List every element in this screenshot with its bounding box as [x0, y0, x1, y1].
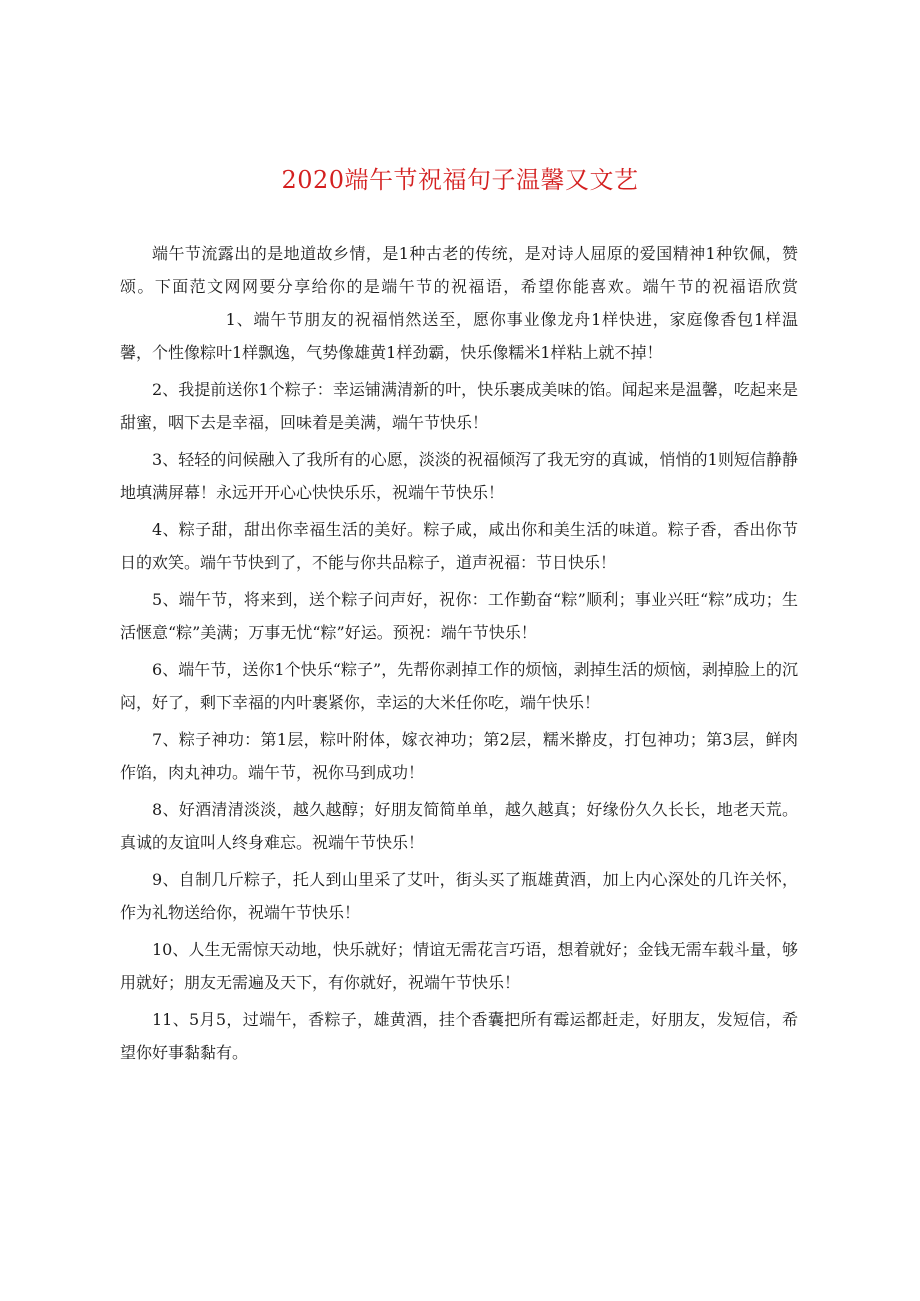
paragraph-7: 7、粽子神功：第1层，粽叶附体，嫁衣神功；第2层，糯米擀皮，打包神功；第3层，鲜肉作馅，肉丸神功。端午节，祝你马到成功！	[120, 730, 798, 782]
paragraph-5: 5、端午节，将来到，送个粽子问声好，祝你：工作勤奋“粽”顺利；事业兴旺“粽”成功；生活惬意“粽”美满；万事无忧“粽”好运。预祝：端午节快乐！	[120, 590, 798, 642]
paragraph-11: 11、5月5，过端午，香粽子，雄黄酒，挂个香囊把所有霉运都赶走，好朋友，发短信，希望你好事黏黏有。	[120, 1010, 798, 1062]
paragraph-9: 9、自制几斤粽子，托人到山里采了艾叶，街头买了瓶雄黄酒，加上内心深处的几许关怀，作为礼物送给你，祝端午节快乐！	[120, 870, 798, 922]
paragraph-3: 3、轻轻的问候融入了我所有的心愿，淡淡的祝福倾泻了我无穷的真诚，悄悄的1则短信静静地填满屏幕！永远开开心心快快乐乐，祝端午节快乐！	[120, 450, 798, 502]
paragraph-2: 2、我提前送你1个粽子：幸运铺满清新的叶，快乐裹成美味的馅。闻起来是温馨，吃起来是甜蜜，咽下去是幸福，回味着是美满，端午节快乐！	[120, 380, 798, 432]
document-body	[120, 237, 798, 1073]
paragraph-10: 10、人生无需惊天动地，快乐就好；情谊无需花言巧语，想着就好；金钱无需车载斗量，够用就好；朋友无需遍及天下，有你就好，祝端午节快乐！	[120, 940, 798, 992]
intro-first-item: 1、端午节朋友的祝福悄然送至，愿你事业像龙舟1样快进，家庭像香包1样温馨，个性像粽叶1样飘逸，气势像雄黄1样劲霸，快乐像糯米1样粘上就不掉！	[120, 310, 798, 362]
document-title: 2020端午节祝福句子温馨又文艺	[281, 166, 639, 194]
paragraph-4: 4、粽子甜，甜出你幸福生活的美好。粽子咸，咸出你和美生活的味道。粽子香，香出你节日的欢笑。端午节快到了，不能与你共品粽子，道声祝福：节日快乐！	[120, 520, 798, 572]
intro-text: 端午节流露出的是地道故乡情，是1种古老的传统，是对诗人屈原的爱国精神1种钦佩，赞颂。下面范文网网要分享给你的是端午节的祝福语，希望你能喜欢。端午节的祝福语欣赏	[120, 244, 798, 296]
paragraph-6: 6、端午节，送你1个快乐“粽子”，先帮你剥掉工作的烦恼，剥掉生活的烦恼，剥掉脸上的沉闷，好了，剩下幸福的内叶裹紧你，幸运的大米任你吃，端午快乐！	[120, 660, 798, 712]
paragraph-8: 8、好酒清清淡淡，越久越醇；好朋友简简单单，越久越真；好缘份久久长长，地老天荒。真诚的友谊叫人终身难忘。祝端午节快乐！	[120, 800, 798, 852]
intro-paragraph	[120, 237, 798, 369]
